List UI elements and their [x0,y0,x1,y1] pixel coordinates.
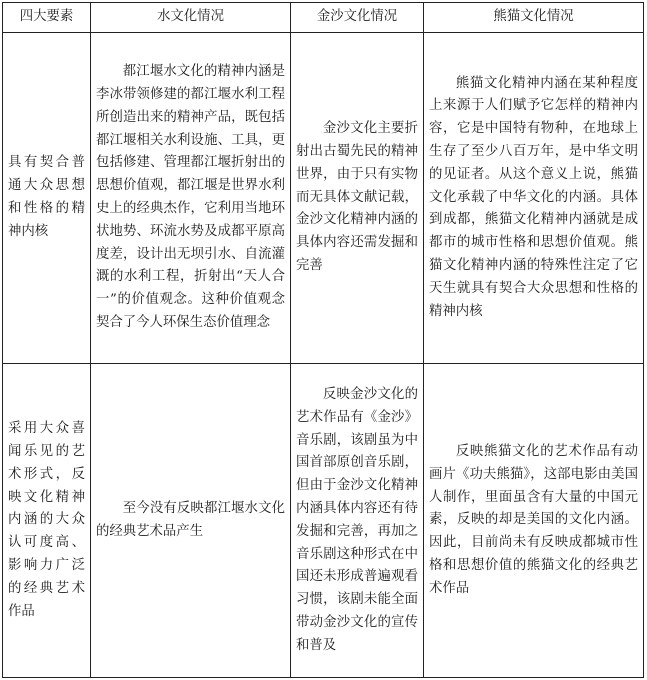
header-panda-culture: 熊猫文化情况 [424,3,644,33]
row2-element: 采用大众喜闻乐见的艺术形式，反映文化精神内涵的大众认可度高、影响力广泛的经典艺术作品 [3,364,91,678]
row2-jinsha: 反映金沙文化的艺术作品有《金沙》音乐剧，该剧虽为中国首部原创音乐剧，但由于金沙文化精神内涵具体内容还有待发掘和完善，再加之音乐剧这种形式在中国还未形成普遍观看习惯，该剧未能全面带动金沙文化的宣传和普及 [291,364,424,678]
row2-water: 至今没有反映都江堰水文化的经典艺术品产生 [90,364,290,678]
culture-comparison-table [2,2,644,678]
row1-jinsha: 金沙文化主要折射出古蜀先民的精神世界，由于只有实物而无具体文献记载，金沙文化精神内涵的具体内容还需发掘和完善 [291,32,424,364]
table-row [3,364,644,678]
row1-water: 都江堰水文化的精神内涵是李冰带领修建的都江堰水利工程所创造出来的精神产品，既包括都江堰相关水利设施、工具，更包括修建、管理都江堰折射出的思想价值观，都江堰是世界水利史上的经典杰作，它利用当地环状地势、环流水势及成都平原高度差，设计出无坝引水、自流灌溉的水利工程，折射出“天人合一”的价值观念。这种价值观念契合了今人环保生态价值理念 [90,32,290,364]
row1-element: 具有契合普通大众思想和性格的精神内核 [3,32,91,364]
header-water-culture: 水文化情况 [90,3,290,33]
header-elements: 四大要素 [3,3,91,33]
table-row [3,32,644,364]
row2-panda: 反映熊猫文化的艺术作品有动画片《功夫熊猫》，这部电影由美国人制作，里面虽含有大量的中国元素，反映的却是美国的文化内涵。因此，目前尚未有反映成都城市性格和思想价值的熊猫文化的经典艺术作品 [424,364,644,678]
row1-panda: 熊猫文化精神内涵在某种程度上来源于人们赋予它怎样的精神内容，它是中国特有物种，在地球上生存了至少八百万年，是中华文明的见证者。从这个意义上说，熊猫文化承载了中华文化的内涵。具体到成都，熊猫文化精神内涵就是成都市的城市性格和思想价值观。熊猫文化精神内涵的特殊性注定了它天生就具有契合大众思想和性格的精神内核 [424,32,644,364]
header-jinsha-culture: 金沙文化情况 [291,3,424,33]
header-row [3,3,644,33]
